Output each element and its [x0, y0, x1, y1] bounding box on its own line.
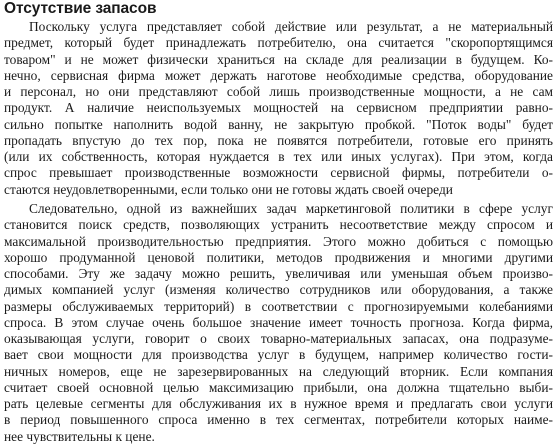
paragraph-1 [4, 19, 553, 198]
paragraph-line: товаром" и не может физически храниться на складе для реализации в будущем. Ко- [4, 51, 553, 67]
paragraph-line: Следовательно, одной из важнейших задач маркетинговой политики в сфере услуг [29, 201, 553, 216]
paragraph-line: размеры обслуживаемых территорий) в соответствии с прогнозируемыми колебаниями [4, 298, 553, 314]
paragraph-2 [4, 201, 553, 445]
paragraph-line: рать целевые сегменты для обслуживания их в нужное время и предлагать свои услуги [4, 396, 553, 411]
paragraph-line: в период повышенного спроса именно в тех сегментах, потребители которых наиме- [4, 412, 553, 428]
paragraph-line: оказывающая услуги, говорит о своих товарно-материальных запасах, она подразуме- [4, 331, 553, 346]
paragraph-line: Поскольку услуга представляет собой действие или результат, а не материальный [29, 19, 553, 34]
paragraph-line: стаются неудовлетворенными, если только они не готовы ждать своей очереди [4, 181, 453, 197]
paragraph-line: максимальной производительностью предприятия. Этого можно добиться с помощью [4, 233, 553, 249]
paragraph-line: и персонал, но они представляют собой лишь производственные мощности, а не сам [4, 84, 553, 99]
paragraph-line: способами. Эту же задачу можно решить, увеличивая или уменьшая объем произво- [4, 266, 553, 281]
paragraph-line: вает свои мощности для производства услуг в будущем, например количество гости- [4, 347, 553, 363]
paragraph-line: становится поиск средств, позволяющих устранить несоответствие между спросом и [4, 217, 553, 233]
paragraph-line: (или их собственность, которая нуждается в тех или иных услугах). При этом, когда [4, 149, 553, 164]
paragraph-line: пропадать впустую до тех пор, пока не появятся потребители, готовые его принять [4, 132, 553, 148]
paragraph-line: хорошо продуманной ценовой политики, методов продвижения и многими другими [4, 249, 553, 265]
section-title: Отсутствие запасов [4, 0, 157, 17]
paragraph-line: димых компанией услуг (изменяя количество сотрудников или оборудования, а также [4, 282, 553, 298]
paragraph-line: ничных номеров, еще не зарезервированных на следующий вторник. Если компания [4, 363, 553, 379]
paragraph-line: продукт. А наличие неиспользуемых мощностей на сервисном предприятии равно- [4, 100, 553, 116]
paragraph-line: спрос превышает производственные возможности сервисной фирмы, потребители о- [4, 165, 553, 181]
paragraph-line: предмет, который будет принадлежать потребителю, она считается "скоропортящимся [4, 35, 553, 51]
paragraph-line: считает своей основной целью максимизацию прибыли, она должна тщательно выби- [4, 379, 553, 395]
paragraph-line: сильно попытке наполнить водой ванну, не закрытую пробкой. "Поток воды" будет [4, 116, 553, 132]
paragraph-line: нее чувствительны к цене. [4, 428, 155, 444]
paragraph-line: нечно, сервисная фирма может держать наготове необходимые средства, оборудование [4, 67, 553, 83]
paragraph-line: спроса. В этом случае очень большое значение имеет точность прогноза. Когда фирма, [4, 314, 553, 330]
